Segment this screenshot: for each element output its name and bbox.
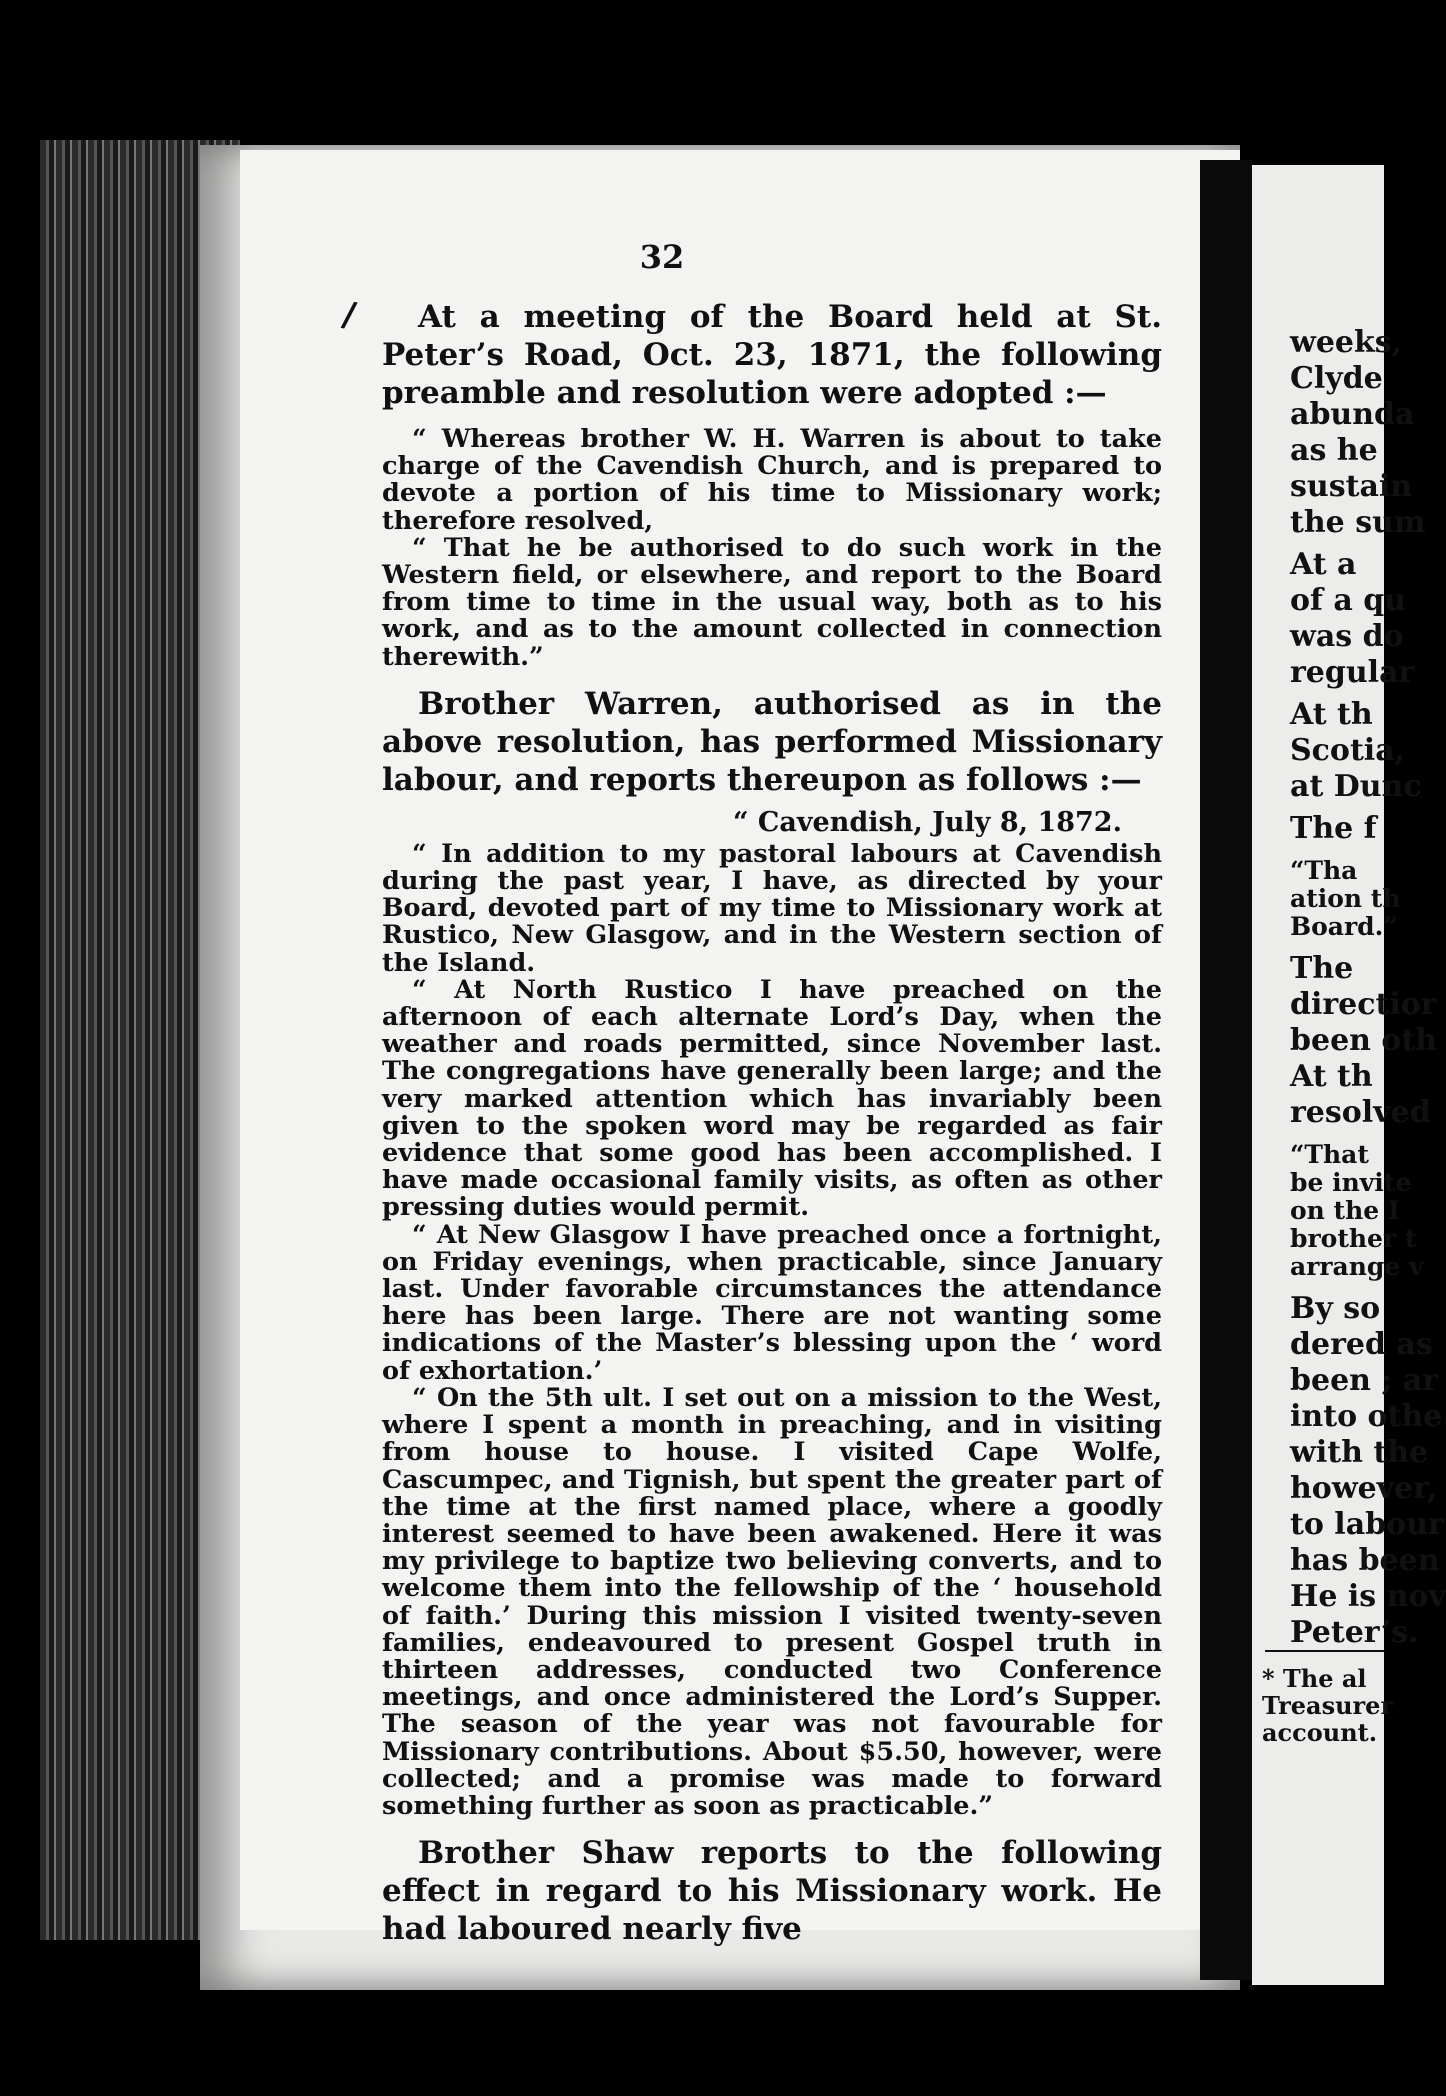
right-line: “That xyxy=(1290,1140,1369,1169)
book-gutter xyxy=(1200,160,1252,1980)
right-line: sustain xyxy=(1290,469,1413,504)
right-line: however, xyxy=(1290,1471,1438,1506)
right-line: into othe xyxy=(1290,1399,1443,1434)
page-number-row xyxy=(0,238,1384,276)
right-line: of a qu xyxy=(1290,583,1407,618)
right-line: on the I xyxy=(1290,1196,1400,1225)
right-line: be invite xyxy=(1290,1168,1412,1197)
right-line: dered as xyxy=(1290,1327,1433,1362)
right-page-text xyxy=(1290,325,1446,1651)
right-line: “Tha xyxy=(1290,856,1358,885)
right-line: has been xyxy=(1290,1543,1440,1578)
page-number: 32 xyxy=(639,238,685,276)
right-line: resolved xyxy=(1290,1095,1431,1130)
footnote-line: * The al xyxy=(1262,1664,1367,1693)
paragraph-meeting: At a meeting of the Board held at St. Peter’s Road, Oct. 23, 1871, the following preamble and resolution were adopted :— xyxy=(382,299,1162,411)
right-line: abunda xyxy=(1290,397,1415,432)
quote-resolution: “ That he be authorised to do such work in the Western field, or elsewhere, and report to the Board from time to time in the usual way, both as to his work, and as to the amount collected in connection therewith.” xyxy=(382,532,1162,672)
footnote-rule xyxy=(1265,1650,1385,1652)
letter-paragraph-2: “ At North Rustico I have preached on the afternoon of each alternate Lord’s Day, when the weather and roads permitted, since November last. The congregations have generally been large; and the very marked attention which has invariably been given to the spoken word may be regarded as fair evidence that some good has been accomplished. I have made occasional family visits, as often as other pressing duties would permit. xyxy=(382,974,1162,1223)
footnote-line: Treasurer xyxy=(1262,1691,1394,1720)
right-line: The xyxy=(1290,951,1354,986)
right-line: At th xyxy=(1290,1059,1373,1094)
right-line: been oth xyxy=(1290,1023,1438,1058)
right-line: He is nov xyxy=(1290,1579,1446,1614)
right-line: at Dunc xyxy=(1290,769,1422,804)
footnote-line: account. xyxy=(1262,1718,1378,1747)
letter-paragraph-4: “ On the 5th ult. I set out on a mission to the West, where I spent a month in preaching, and in visiting from house to house. I visited Cape Wolfe, Cascumpec, and Tignish, but spent the greater part of the time at the first named place, where a goodly interest seemed to have been awakened. Here it was my privilege to baptize two believing converts, and to welcome them into the fellowship of the ‘ household of faith.’ During this mission I visited twenty-seven families, endeavoured to present Gospel truth in thirteen addresses, conducted two Conference meetings, and once administered the Lord’s Supper. The season of the year was not favourable for Missionary contributions. About $5.50, however, were collected; and a promise was made to forward something further as soon as practicable.” xyxy=(382,1382,1162,1821)
right-line: with the xyxy=(1290,1435,1429,1470)
right-line: as he xyxy=(1290,433,1378,468)
letter-paragraph-1: “ In addition to my pastoral labours at Cavendish during the past year, I have, as directed by your Board, devoted part of my time to Missionary work at Rustico, New Glasgow, and in the Western section of the Island. xyxy=(382,838,1162,978)
right-line: directior xyxy=(1290,987,1437,1022)
margin-mark: / xyxy=(339,294,359,336)
right-line: Clyde xyxy=(1290,361,1383,396)
right-line: Scotia, xyxy=(1290,733,1406,768)
paragraph-shaw: Brother Shaw reports to the following effect in regard to his Missionary work. He had laboured nearly five xyxy=(382,1835,1162,1948)
right-line: At th xyxy=(1290,697,1373,732)
right-line: to labour xyxy=(1290,1507,1444,1542)
right-line: the sum xyxy=(1290,505,1426,540)
right-line: ation th xyxy=(1290,884,1401,913)
right-line: Board.” xyxy=(1290,912,1398,941)
letter-paragraph-3: “ At New Glasgow I have preached once a fortnight, on Friday evenings, when practicable, since January last. Under favorable circumstances the attendance here has been large. There are not wanting some indications of the Master’s blessing upon the ‘ word of exhortation.’ xyxy=(382,1219,1162,1386)
quote-whereas: “ Whereas brother W. H. Warren is about to take charge of the Cavendish Church, and is prepared to devote a portion of his time to Missionary work; therefore resolved, xyxy=(382,424,1162,536)
right-line: brother t xyxy=(1290,1224,1417,1253)
main-text-column xyxy=(382,298,1162,1948)
right-line: was do xyxy=(1290,619,1404,654)
right-line: By so xyxy=(1290,1291,1381,1326)
right-line: Peter’s. xyxy=(1290,1615,1419,1650)
right-line: weeks, xyxy=(1290,325,1403,360)
letter-dateline: “ Cavendish, July 8, 1872. xyxy=(732,806,1122,838)
right-line: The f xyxy=(1290,811,1377,846)
right-line: regular xyxy=(1290,655,1415,690)
right-line: been ; ar xyxy=(1290,1363,1439,1398)
right-footnote xyxy=(1262,1665,1393,1746)
paragraph-warren: Brother Warren, authorised as in the above resolution, has performed Missionary labour, and reports thereupon as follows :— xyxy=(382,685,1162,798)
right-line: arrange v xyxy=(1290,1252,1424,1281)
right-line: At a xyxy=(1290,547,1357,582)
